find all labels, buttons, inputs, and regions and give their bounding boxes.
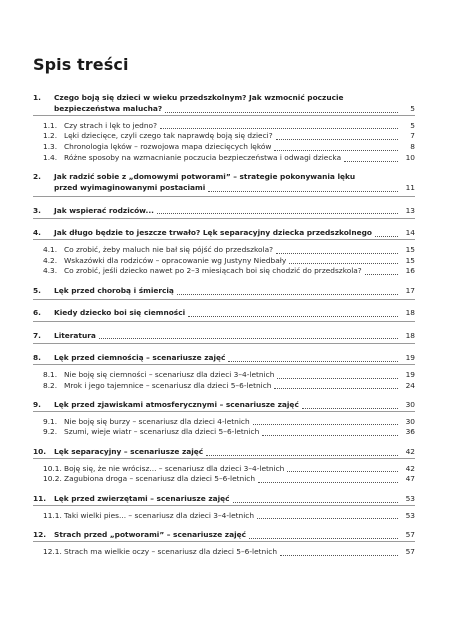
section-divider bbox=[33, 343, 415, 344]
entry-text bbox=[54, 183, 401, 194]
entry-title: Co zrobić, jeśli dziecko nawet po 2–3 miesiącach boi się chodzić do przedszkola? bbox=[64, 266, 362, 276]
dot-leader bbox=[289, 262, 398, 264]
toc-section bbox=[33, 286, 415, 300]
entry-text bbox=[64, 153, 401, 164]
entry-title: Lęki dziecięce, czyli czego tak naprawdę boją się dzieci? bbox=[64, 131, 273, 141]
section-divider bbox=[33, 458, 415, 459]
page-number: 14 bbox=[405, 227, 415, 237]
section-divider bbox=[33, 321, 415, 322]
section-divider bbox=[33, 299, 415, 300]
section-divider bbox=[33, 239, 415, 240]
section-divider bbox=[33, 218, 415, 219]
page-number: 8 bbox=[410, 142, 415, 152]
page-number: 15 bbox=[405, 255, 415, 265]
entry-text bbox=[54, 494, 401, 505]
entry-number: 6. bbox=[33, 308, 41, 318]
page-number: 42 bbox=[405, 463, 415, 473]
page-number: 36 bbox=[405, 427, 415, 437]
entry-title: Strach przed „potworami” – scenariusze zajęć bbox=[54, 530, 247, 540]
page-number: 57 bbox=[405, 530, 415, 540]
toc-subentry[interactable] bbox=[33, 547, 415, 558]
entry-title: Boję się, że nie wrócisz... – scenariusz dla dzieci 3–4-letnich bbox=[64, 463, 285, 473]
entry-number: 9.2. bbox=[43, 427, 58, 437]
entry-title: Szumi, wieje wiatr – scenariusz dla dzieci 5–6-letnich bbox=[64, 427, 260, 437]
dot-leader bbox=[274, 387, 398, 389]
toc-subentry[interactable] bbox=[33, 142, 415, 153]
page-number: 19 bbox=[405, 352, 415, 362]
toc-entry[interactable] bbox=[33, 353, 415, 364]
dot-leader bbox=[188, 315, 398, 317]
entry-title: Jak długo będzie to jeszcze trwało? Lęk separacyjny dziecka przedszkolnego bbox=[54, 227, 372, 237]
page-number: 30 bbox=[405, 416, 415, 426]
toc-section bbox=[33, 353, 415, 391]
page-number: 5 bbox=[410, 120, 415, 130]
entry-text bbox=[54, 104, 401, 115]
dot-leader bbox=[287, 470, 398, 472]
dot-leader bbox=[206, 454, 398, 456]
section-divider bbox=[33, 541, 415, 542]
entry-text bbox=[64, 266, 401, 277]
dot-leader bbox=[277, 377, 398, 379]
page-number: 10 bbox=[405, 152, 415, 162]
entry-title: Chronologia lęków – rozwojowa mapa dziecięcych lęków bbox=[64, 142, 272, 152]
entry-number: 10.2. bbox=[43, 474, 62, 484]
entry-text bbox=[54, 93, 401, 104]
dot-leader bbox=[177, 293, 398, 295]
dot-leader bbox=[233, 501, 398, 503]
entry-text bbox=[54, 447, 401, 458]
entry-number: 12. bbox=[33, 530, 47, 540]
entry-title: Strach ma wielkie oczy – scenariusz dla dzieci 5–6-letnich bbox=[64, 546, 278, 556]
entry-text bbox=[64, 256, 401, 267]
toc-subentry[interactable] bbox=[33, 256, 415, 267]
entry-number: 11. bbox=[33, 493, 47, 503]
toc-entry[interactable] bbox=[33, 286, 415, 297]
toc-section bbox=[33, 228, 415, 277]
page-number: 42 bbox=[405, 446, 415, 456]
entry-text bbox=[54, 172, 401, 183]
entry-number: 7. bbox=[33, 330, 41, 340]
toc-section bbox=[33, 400, 415, 438]
toc-subentry[interactable] bbox=[33, 153, 415, 164]
entry-number: 10. bbox=[33, 446, 47, 456]
page-number: 18 bbox=[405, 330, 415, 340]
toc-entry[interactable] bbox=[33, 447, 415, 458]
dot-leader bbox=[365, 273, 398, 275]
dot-leader bbox=[274, 149, 398, 151]
toc-subentry[interactable] bbox=[33, 266, 415, 277]
page-number: 5 bbox=[410, 103, 415, 113]
toc-entry[interactable] bbox=[33, 400, 415, 411]
entry-number: 1.1. bbox=[43, 120, 58, 130]
toc-entry[interactable] bbox=[33, 206, 415, 217]
dot-leader bbox=[208, 190, 398, 192]
entry-title: Nie boję się ciemności – scenariusz dla dzieci 3–4-letnich bbox=[64, 369, 275, 379]
entry-number: 10.1. bbox=[43, 463, 62, 473]
entry-number: 1.4. bbox=[43, 152, 58, 162]
entry-text bbox=[54, 400, 401, 411]
section-divider bbox=[33, 364, 415, 365]
entry-text bbox=[64, 464, 401, 475]
dot-leader bbox=[276, 138, 398, 140]
page-number: 16 bbox=[405, 266, 415, 276]
toc-subentry[interactable] bbox=[33, 381, 415, 392]
toc-subentry[interactable] bbox=[33, 427, 415, 438]
entry-text bbox=[64, 427, 401, 438]
entry-number: 1.3. bbox=[43, 142, 58, 152]
section-divider bbox=[33, 196, 415, 197]
entry-text bbox=[54, 228, 401, 239]
toc-subentry[interactable] bbox=[33, 474, 415, 485]
entry-number: 4.3. bbox=[43, 266, 58, 276]
toc-entry[interactable] bbox=[33, 331, 415, 342]
toc-section bbox=[33, 530, 415, 558]
dot-leader bbox=[262, 434, 398, 436]
toc-entry[interactable] bbox=[33, 494, 415, 505]
toc-section bbox=[33, 447, 415, 485]
entry-text bbox=[54, 286, 401, 297]
page-number: 19 bbox=[405, 369, 415, 379]
toc-section bbox=[33, 308, 415, 322]
entry-title: Taki wielki pies... – scenariusz dla dzieci 3–4-letnich bbox=[64, 510, 255, 520]
page-number: 17 bbox=[405, 285, 415, 295]
entry-title: Kiedy dziecko boi się ciemności bbox=[54, 308, 186, 318]
toc-entry bbox=[33, 172, 415, 183]
page-number: 57 bbox=[405, 546, 415, 556]
dot-leader bbox=[258, 481, 398, 483]
entry-title: Nie boję się burzy – scenariusz dla dzieci 4-letnich bbox=[64, 416, 250, 426]
toc-entry[interactable] bbox=[33, 308, 415, 319]
entry-text bbox=[64, 131, 401, 142]
entry-title: Co zrobić, żeby maluch nie bał się pójść do przedszkola? bbox=[64, 244, 274, 254]
toc-section bbox=[33, 172, 415, 197]
dot-leader bbox=[228, 360, 398, 362]
entry-title: Lęk przed chorobą i śmiercią bbox=[54, 285, 174, 295]
page-number: 18 bbox=[405, 308, 415, 318]
dot-leader bbox=[249, 537, 398, 539]
entry-title: przed wyimaginowanymi postaciami bbox=[54, 183, 206, 193]
entry-number: 2. bbox=[33, 172, 41, 182]
entry-number: 8.2. bbox=[43, 380, 58, 390]
toc-subentry[interactable] bbox=[33, 417, 415, 428]
entry-number: 4.1. bbox=[43, 244, 58, 254]
entry-title: Mrok i jego tajemnice – scenariusz dla dzieci 5–6-letnich bbox=[64, 380, 272, 390]
dot-leader bbox=[375, 235, 398, 237]
entry-text bbox=[64, 547, 401, 558]
entry-number: 3. bbox=[33, 205, 41, 215]
page-number: 30 bbox=[405, 399, 415, 409]
entry-text bbox=[54, 331, 401, 342]
entry-text bbox=[64, 417, 401, 428]
entry-title: Czego boją się dzieci w wieku przedszkolnym? Jak wzmocnić poczucie bbox=[54, 93, 344, 102]
entry-text bbox=[64, 245, 401, 256]
toc-section bbox=[33, 494, 415, 522]
dot-leader bbox=[99, 337, 398, 339]
entry-text bbox=[64, 381, 401, 392]
section-divider bbox=[33, 115, 415, 116]
toc-entry[interactable] bbox=[33, 228, 415, 239]
table-of-contents bbox=[33, 93, 415, 566]
dot-leader bbox=[165, 111, 398, 113]
toc-subentry[interactable] bbox=[33, 131, 415, 142]
dot-leader bbox=[160, 127, 398, 129]
dot-leader bbox=[257, 517, 398, 519]
entry-text bbox=[64, 511, 401, 522]
entry-title: Lęk separacyjny – scenariusze zajęć bbox=[54, 446, 204, 456]
entry-text bbox=[54, 308, 401, 319]
toc-section bbox=[33, 93, 415, 164]
page-title: Spis treści bbox=[33, 55, 129, 74]
page-number: 15 bbox=[405, 244, 415, 254]
entry-title: Lęk przed ciemnością – scenariusze zajęć bbox=[54, 352, 226, 362]
toc-section bbox=[33, 206, 415, 220]
entry-text bbox=[64, 142, 401, 153]
toc-entry[interactable] bbox=[33, 530, 415, 541]
entry-title: Jak radzić sobie z „domowymi potworami” – strategie pokonywania lęku bbox=[54, 172, 356, 182]
entry-number: 12.1. bbox=[43, 546, 62, 556]
entry-text bbox=[64, 370, 401, 381]
entry-number: 4. bbox=[33, 227, 41, 237]
toc-subentry[interactable] bbox=[33, 370, 415, 381]
dot-leader bbox=[344, 160, 398, 162]
entry-title: bezpieczeństwa malucha? bbox=[54, 103, 163, 113]
entry-number: 1. bbox=[33, 93, 41, 102]
entry-title: Zagubiona droga – scenariusz dla dzieci 5–6-letnich bbox=[64, 474, 256, 484]
entry-number: 8. bbox=[33, 352, 41, 362]
page-number: 53 bbox=[405, 493, 415, 503]
entry-number: 9. bbox=[33, 399, 41, 409]
entry-title: Lęk przed zjawiskami atmosferycznymi – scenariusze zajęć bbox=[54, 399, 299, 409]
entry-title: Literatura bbox=[54, 330, 96, 340]
toc-entry[interactable] bbox=[33, 104, 415, 115]
toc-subentry[interactable] bbox=[33, 121, 415, 132]
entry-text bbox=[54, 530, 401, 541]
toc-subentry[interactable] bbox=[33, 511, 415, 522]
dot-leader bbox=[157, 212, 398, 214]
entry-text bbox=[64, 121, 401, 132]
page-number: 11 bbox=[405, 183, 415, 193]
entry-number: 9.1. bbox=[43, 416, 58, 426]
entry-title: Różne sposoby na wzmacnianie poczucia bezpieczeństwa i odwagi dziecka bbox=[64, 152, 342, 162]
section-divider bbox=[33, 411, 415, 412]
entry-title: Lęk przed zwierzętami – scenariusze zajęć bbox=[54, 493, 230, 503]
entry-title: Jak wspierać rodziców... bbox=[54, 205, 154, 215]
section-divider bbox=[33, 505, 415, 506]
entry-title: Wskazówki dla rodziców – opracowanie wg Justyny Niedbały bbox=[64, 255, 287, 265]
page-number: 13 bbox=[405, 205, 415, 215]
dot-leader bbox=[302, 407, 398, 409]
entry-text bbox=[54, 206, 401, 217]
entry-number: 5. bbox=[33, 285, 41, 295]
toc-subentry[interactable] bbox=[33, 245, 415, 256]
dot-leader bbox=[280, 554, 398, 556]
dot-leader bbox=[253, 423, 398, 425]
entry-title: Czy strach i lęk to jedno? bbox=[64, 120, 157, 130]
toc-section bbox=[33, 331, 415, 345]
entry-number: 1.2. bbox=[43, 131, 58, 141]
entry-number: 11.1. bbox=[43, 510, 62, 520]
toc-subentry[interactable] bbox=[33, 464, 415, 475]
entry-number: 4.2. bbox=[43, 255, 58, 265]
page-number: 7 bbox=[410, 131, 415, 141]
toc-entry bbox=[33, 93, 415, 104]
toc-entry[interactable] bbox=[33, 183, 415, 194]
entry-text bbox=[64, 474, 401, 485]
page-number: 24 bbox=[405, 380, 415, 390]
page-number: 53 bbox=[405, 510, 415, 520]
dot-leader bbox=[276, 252, 398, 254]
entry-number: 8.1. bbox=[43, 369, 58, 379]
entry-text bbox=[54, 353, 401, 364]
page-number: 47 bbox=[405, 474, 415, 484]
